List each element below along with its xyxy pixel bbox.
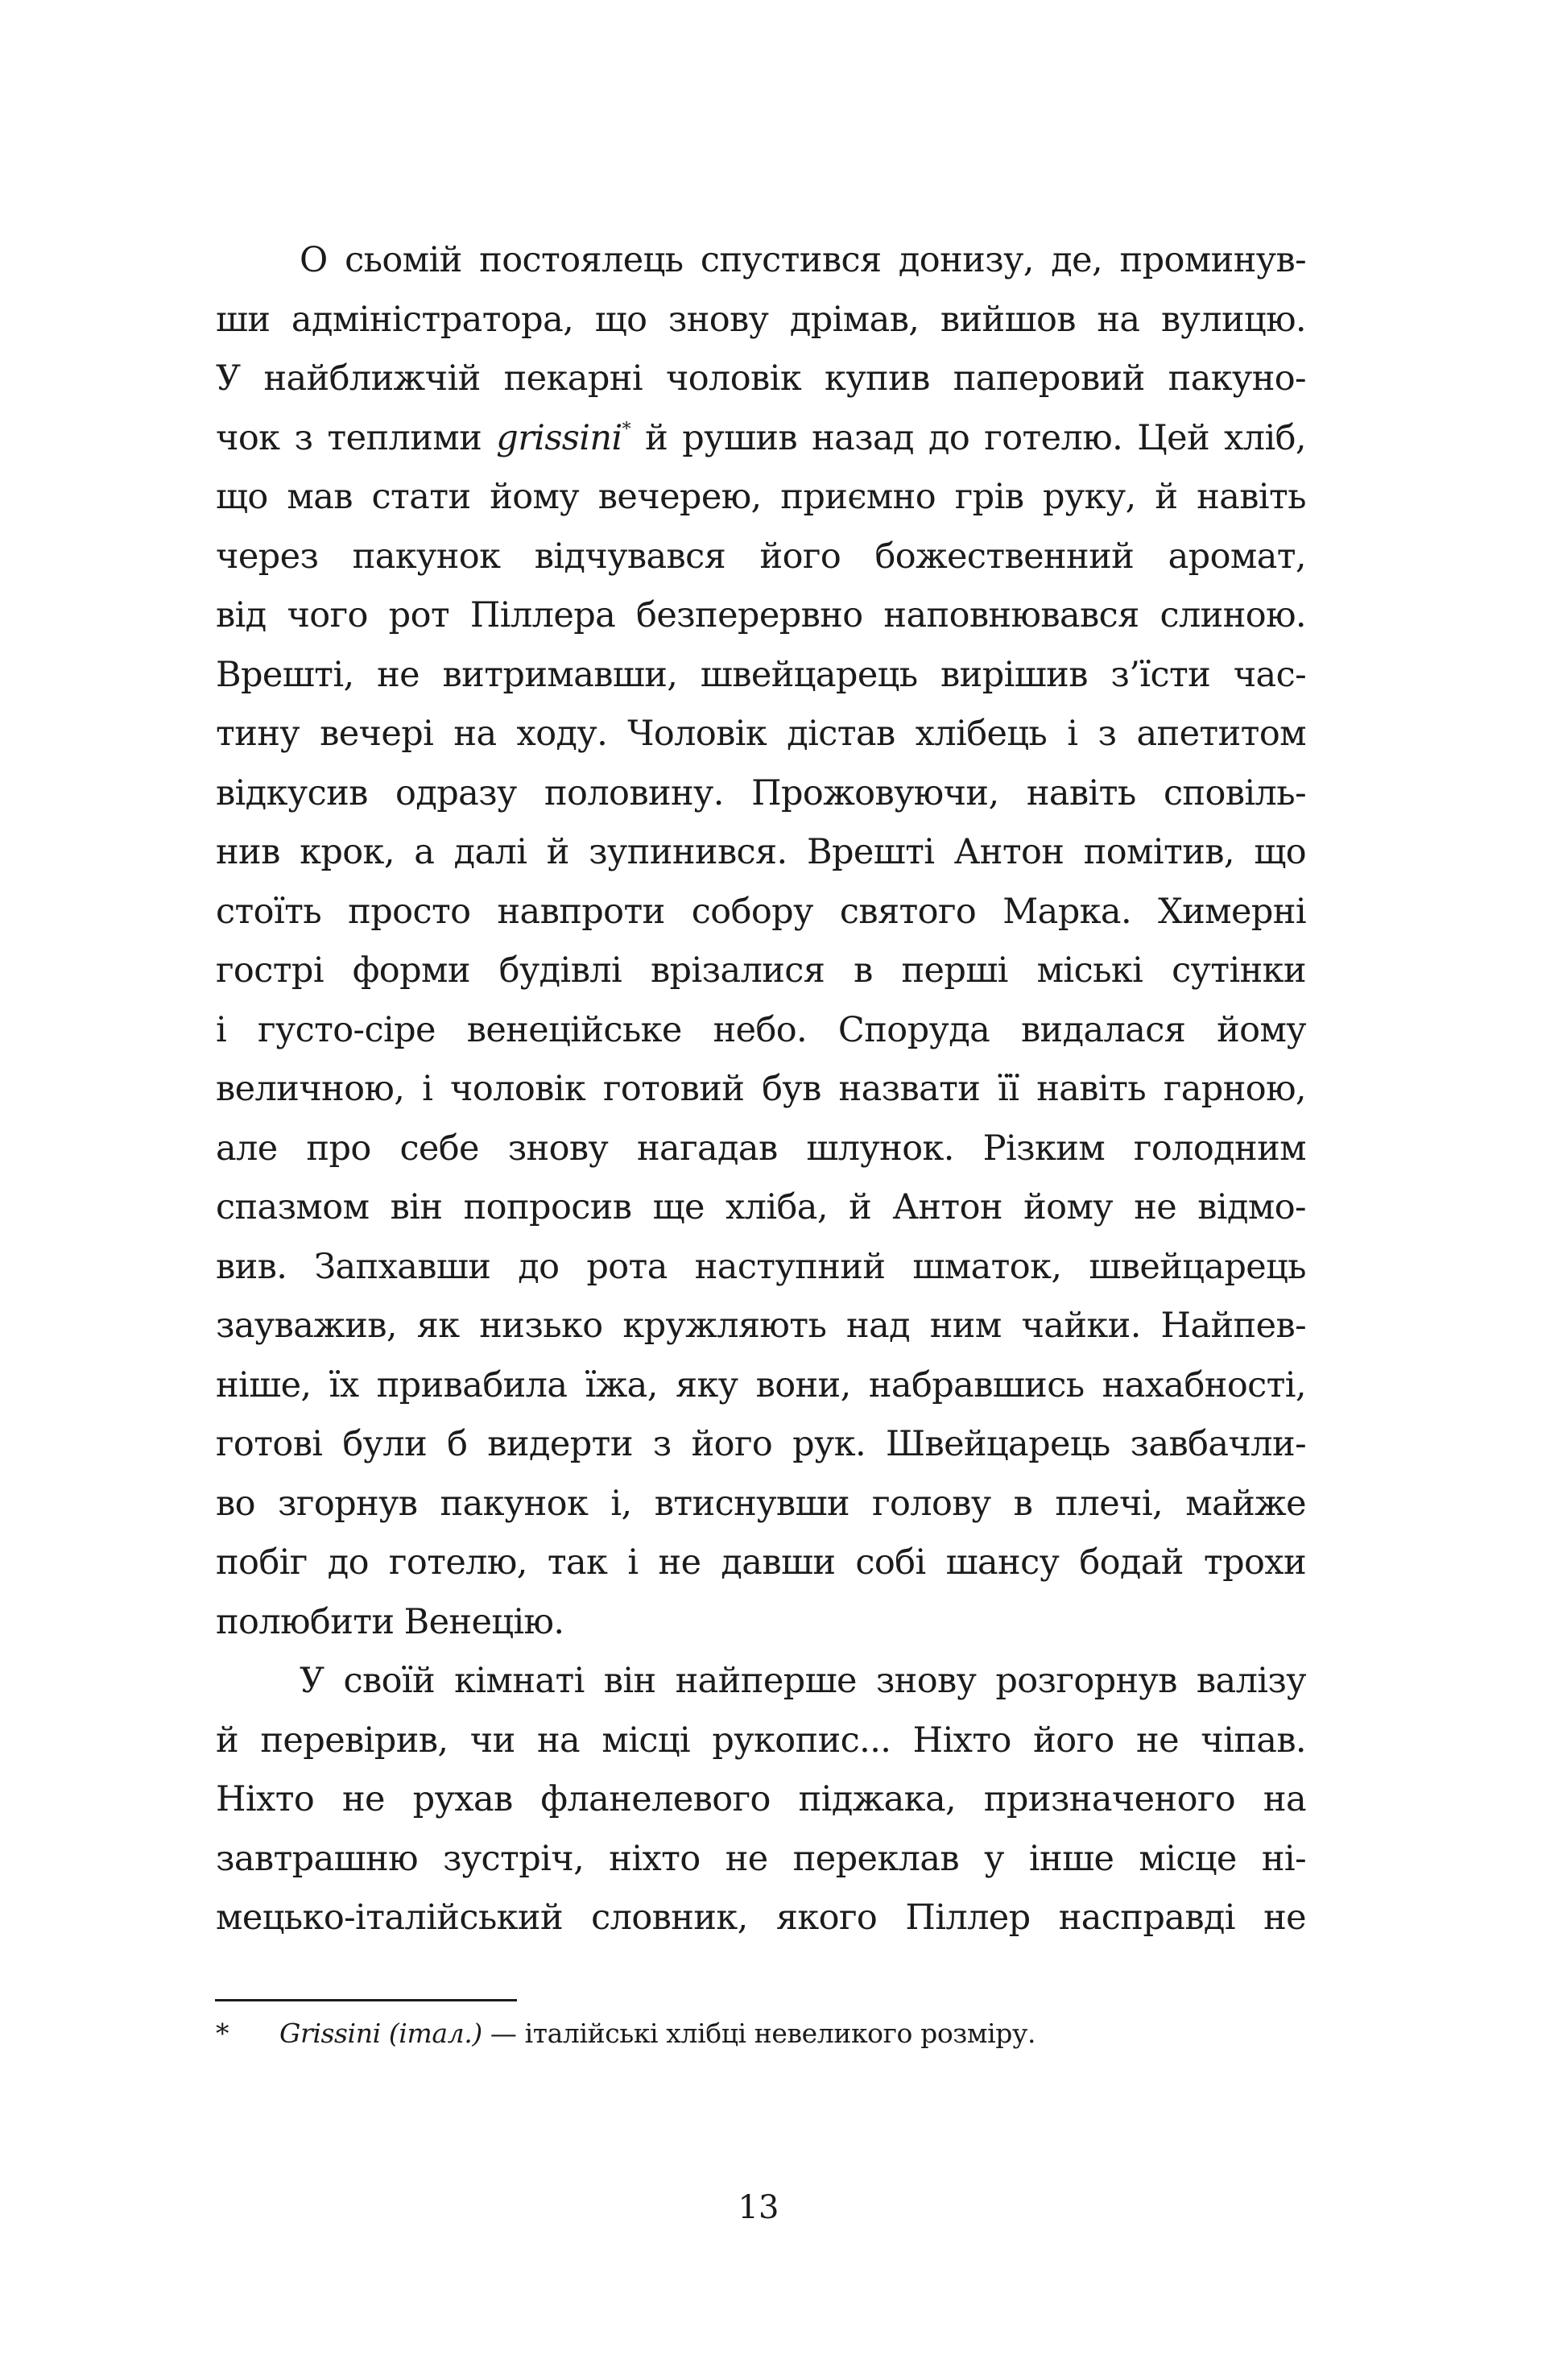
text-line: нив крок, а далі й зупинився. Врешті Антон помітив, що xyxy=(216,832,1306,872)
text-line: мецько-італійський словник, якого Піллер насправді не xyxy=(216,1898,1306,1938)
text-line: що мав стати йому вечерею, приємно грів руку, й навіть xyxy=(216,477,1306,517)
text-line-with-footnote-ref xyxy=(216,409,1306,469)
footnote-language-abbr: (італ.) xyxy=(388,2018,482,2049)
text-line: завтрашню зустріч, ніхто не переклав у інше місце ні- xyxy=(216,1838,1306,1879)
text-line: через пакунок відчувався його божественний аромат, xyxy=(216,536,1306,577)
paragraph-2 xyxy=(216,1652,1306,1948)
text-line: во згорнув пакунок і, втиснувши голову в плечі, майже xyxy=(216,1483,1306,1524)
text-line: але про себе знову нагадав шлунок. Різким голодним xyxy=(216,1128,1306,1169)
body-text xyxy=(216,231,1306,1948)
text-run: й рушив назад до готелю. Цей хліб, xyxy=(630,417,1306,458)
text-line: вив. Запхавши до рота наступний шматок, швейцарець xyxy=(216,1246,1306,1287)
footnote-asterisk-mark: * xyxy=(216,2018,229,2049)
text-line-paragraph-end: полюбити Венецію. xyxy=(216,1601,564,1642)
text-line: ши адміністратора, що знову дрімав, вийшов на вулицю. xyxy=(216,299,1306,340)
text-line: У найближчій пекарні чоловік купив паперовий пакуно- xyxy=(216,358,1306,399)
text-line: відкусив одразу половину. Прожовуючи, навіть сповіль- xyxy=(216,772,1306,813)
text-line: Ніхто не рухав фланелевого піджака, призначеного на xyxy=(216,1779,1306,1819)
footnote-definition: — італійські хлібці невеликого розміру. xyxy=(482,2018,1036,2049)
text-line: і густо-сіре венеційське небо. Споруда видалася йому xyxy=(216,1009,1306,1050)
text-line: побіг до готелю, так і не давши собі шансу бодай трохи xyxy=(216,1542,1306,1583)
text-line: зауважив, як низько кружляють над ним чайки. Найпев- xyxy=(216,1306,1306,1346)
footnote-reference[interactable]: * xyxy=(622,419,631,440)
text-run: чок з теплими xyxy=(216,417,497,458)
text-line: спазмом він попросив ще хліба, й Антон йому не відмо- xyxy=(216,1187,1306,1227)
footnote xyxy=(216,2015,1306,2052)
italic-term: grissini xyxy=(496,417,622,458)
text-line: тину вечері на ходу. Чоловік дістав хлібець і з апетитом xyxy=(216,714,1306,754)
text-line: ніше, їх привабила їжа, яку вони, набравшись нахабності, xyxy=(216,1364,1306,1405)
text-line: У своїй кімнаті він найперше знову розгорнув валізу xyxy=(300,1661,1306,1701)
text-line: й перевірив, чи на місці рукопис... Ніхто його не чіпав. xyxy=(216,1720,1306,1761)
text-line: гострі форми будівлі врізалися в перші міські сутінки xyxy=(216,950,1306,991)
paragraph-1 xyxy=(216,231,1306,1652)
text-line: готові були б видерти з його рук. Швейцарець завбачли- xyxy=(216,1424,1306,1464)
footnote-term: Grissini xyxy=(279,2018,381,2049)
text-line: величною, і чоловік готовий був назвати її навіть гарною, xyxy=(216,1069,1306,1109)
footnote-separator-rule xyxy=(215,1999,517,2001)
text-line: стоїть просто навпроти собору святого Марка. Химерні xyxy=(216,891,1306,932)
text-line: О сьомій постоялець спустився донизу, де, проминув- xyxy=(300,240,1306,280)
text-line: Врешті, не витримавши, швейцарець вирішив з’їсти час- xyxy=(216,654,1306,695)
text-line: від чого рот Піллера безперервно наповнювався слиною. xyxy=(216,595,1306,635)
page-number: 13 xyxy=(738,2189,779,2226)
